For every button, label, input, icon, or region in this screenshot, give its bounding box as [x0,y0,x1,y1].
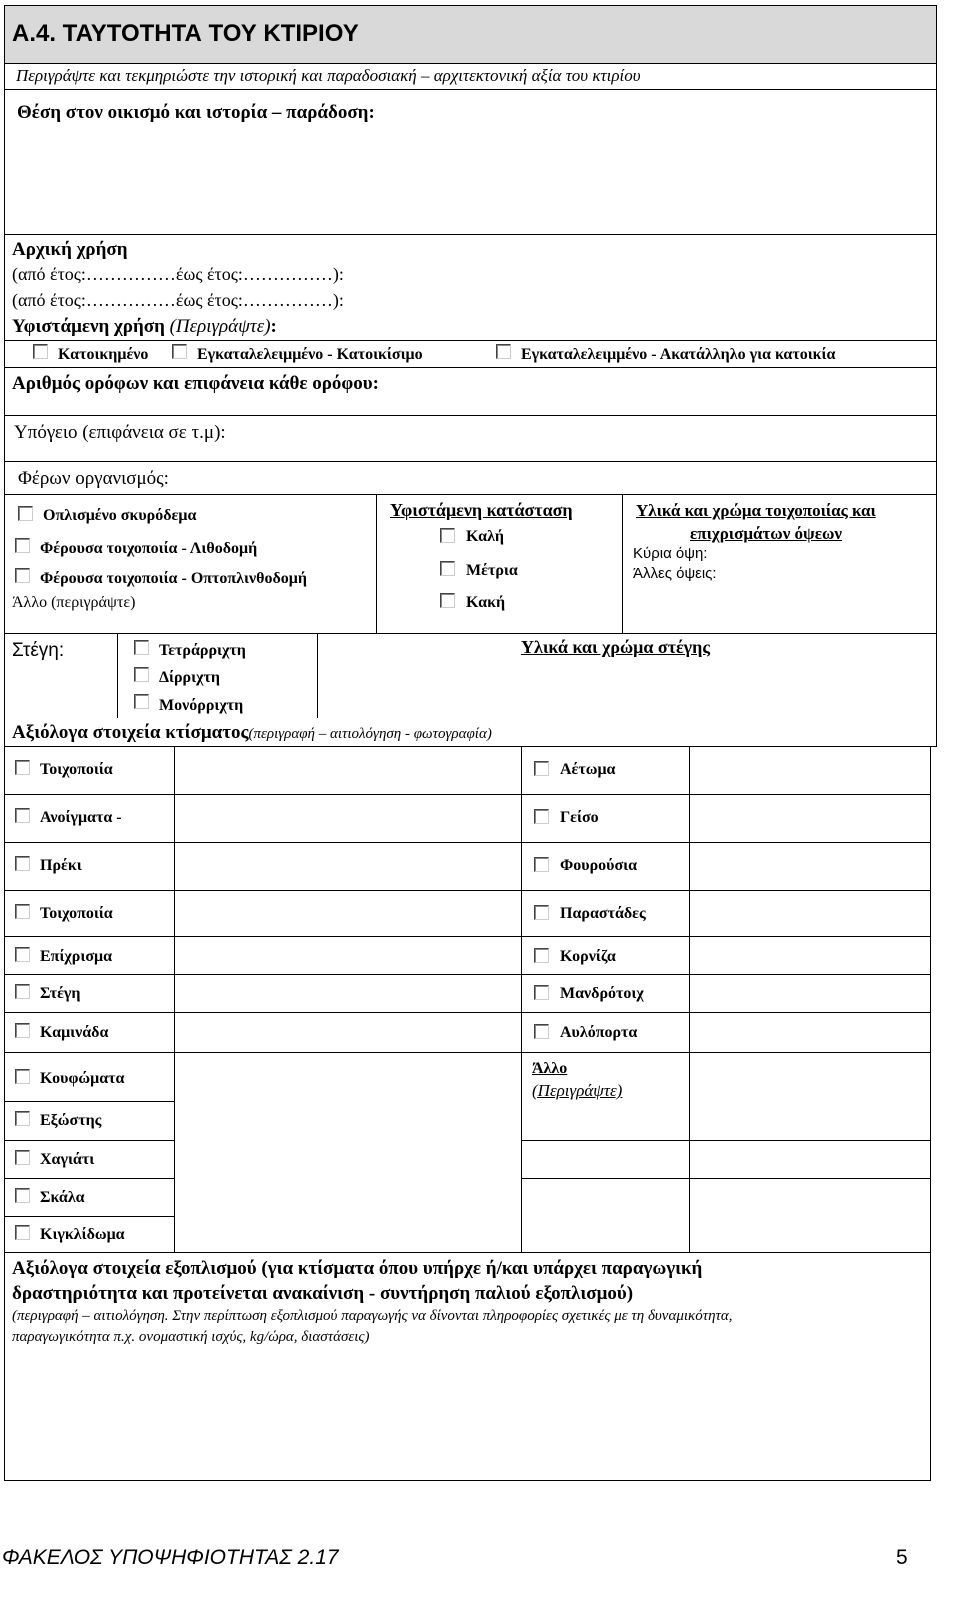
other-facades-label: Άλλες όψεις: [633,565,717,582]
original-use-line-2: (από έτος:……………έως έτος:……………): [12,290,344,310]
item-enclosure-wall: Μανδρότοιχ [560,985,644,1002]
roof-label: Στέγη: [12,640,65,661]
checkbox-wall[interactable] [15,760,30,775]
roof-lean-to: Μονόρριχτη [159,697,244,714]
condition-bad: Κακή [466,594,506,611]
original-use-line-1: (από έτος:……………έως έτος:……………): [12,264,344,284]
divider [4,1101,174,1102]
checkbox-render[interactable] [15,947,30,962]
item-other-label: Άλλο [532,1060,568,1077]
checkbox-lintel[interactable] [15,856,30,871]
option-abandoned-uninhabitable: Εγκαταλελειμμένο - Ακατάλληλο για κατοικία [521,346,836,363]
notable-elements-label [12,722,492,744]
divider [4,794,931,795]
divider [622,494,623,633]
divider [4,1178,174,1179]
item-yard-gate: Αυλόπορτα [560,1024,638,1041]
checkbox-openings[interactable] [15,808,30,823]
divider [4,367,937,368]
divider [4,746,5,1252]
checkbox-frames[interactable] [15,1069,30,1084]
roof-gable: Δίρριχτη [159,669,220,686]
divider [4,1216,174,1217]
divider [4,89,937,90]
divider [521,1178,931,1179]
divider [4,936,931,937]
main-facade-label: Κύρια όψη: [633,545,708,562]
page-subtitle: Περιγράψτε και τεκμηριώστε την ιστορική και παραδοσιακή – αρχιτεκτονική αξία του κτιρίου [16,66,641,85]
facade-materials-label-1: Υλικά και χρώμα τοιχοποιίας και [636,501,876,520]
checkbox-pilasters[interactable] [534,905,549,920]
checkbox-roof-lean-to[interactable] [134,694,149,709]
structure-option-stone: Φέρουσα τοιχοποιία - Λιθοδομή [40,540,258,557]
divider [4,494,937,495]
item-wall-2: Τοιχοποιία [40,905,113,922]
item-balcony: Εξώστης [40,1112,102,1129]
item-corbels: Φουρούσια [560,857,638,874]
item-pilasters: Παραστάδες [560,905,646,922]
structure-label: Φέρων οργανισμός: [18,468,169,489]
item-gallery: Χαγιάτι [40,1151,95,1168]
notable-elements-hint: (περιγραφή – αιτιολόγηση - φωτογραφία) [248,726,492,742]
divider [4,340,937,341]
item-frames: Κουφώματα [40,1070,125,1087]
divider [117,633,118,718]
item-other-hint: (Περιγράψτε) [532,1081,623,1100]
option-inhabited: Κατοικημένο [58,346,149,363]
item-eave: Γείσο [560,809,599,826]
divider [521,1140,931,1141]
condition-label: Υφιστάμενη κατάσταση [390,500,573,520]
item-openings: Ανοίγματα - [40,809,122,826]
checkbox-yard-gate[interactable] [534,1024,549,1039]
location-history-label: Θέση στον οικισμό και ιστορία – παράδοση: [17,102,375,123]
current-use-label [12,316,277,338]
checkbox-abandoned-habitable[interactable] [172,344,187,359]
divider [4,1052,931,1053]
checkbox-wall-2[interactable] [15,904,30,919]
structure-option-concrete: Οπλισμένο σκυρόδεμα [43,507,197,524]
condition-good: Καλή [466,528,505,545]
divider [930,746,931,1252]
item-roof: Στέγη [40,985,81,1002]
structure-option-brick: Φέρουσα τοιχοποιία - Οπτοπλινθοδομή [40,570,307,587]
divider [317,633,318,718]
item-pediment: Αέτωμα [560,761,616,778]
basement-label: Υπόγειο (επιφάνεια σε τ.μ): [14,422,226,443]
checkbox-stairs[interactable] [15,1188,30,1203]
equipment-label-2: δραστηριότητα και προτείνεται ανακαίνιση - συντήρηση παλιού εξοπλισμού) [12,1283,634,1304]
checkbox-railing[interactable] [15,1225,30,1240]
divider [4,415,937,416]
divider [689,746,690,1252]
frame-left [4,63,5,747]
checkbox-abandoned-uninhabitable[interactable] [496,344,511,359]
roof-materials-label: Υλικά και χρώμα στέγης [521,637,710,657]
notable-elements-label-text: Αξιόλογα στοιχεία κτίσματος [12,722,249,743]
checkbox-condition-good[interactable] [440,528,455,543]
divider [4,1012,931,1013]
footer-title: ΦΑΚΕΛΟΣ ΥΠΟΨΗΦΙΟΤΗΤΑΣ 2.17 [2,1546,339,1569]
checkbox-balcony[interactable] [15,1111,30,1126]
checkbox-roof-gable[interactable] [134,667,149,682]
current-use-colon: : [270,316,277,337]
divider [174,746,175,1252]
item-stairs: Σκάλα [40,1189,85,1206]
divider [4,746,937,747]
page-title: Α.4. ΤΑΥΤΟΤΗΤΑ ΤΟΥ ΚΤΙΡΙΟΥ [12,20,359,47]
checkbox-gallery[interactable] [15,1150,30,1165]
item-cornice: Κορνίζα [560,948,616,965]
checkbox-pediment[interactable] [534,761,549,776]
item-lintel: Πρέκι [40,857,82,874]
checkbox-brick-masonry[interactable] [15,568,30,583]
checkbox-stone-masonry[interactable] [15,538,30,553]
checkbox-corbels[interactable] [534,857,549,872]
divider [4,974,931,975]
checkbox-enclosure-wall[interactable] [534,985,549,1000]
checkbox-cornice[interactable] [534,948,549,963]
equipment-label-1: Αξιόλογα στοιχεία εξοπλισμού (για κτίσματα όπου υπήρχε ή/και υπάρχει παραγωγική [12,1258,703,1279]
checkbox-eave[interactable] [534,809,549,824]
checkbox-chimney[interactable] [15,1023,30,1038]
checkbox-condition-moderate[interactable] [440,561,455,576]
divider [4,461,937,462]
checkbox-inhabited[interactable] [33,344,48,359]
current-use-label-text: Υφιστάμενη χρήση [12,316,165,337]
divider [4,890,931,891]
item-chimney: Καμινάδα [40,1024,109,1041]
option-abandoned-habitable: Εγκαταλελειμμένο - Κατοικίσιμο [197,346,423,363]
current-use-hint: (Περιγράψτε) [169,316,271,337]
frame-right [936,63,937,747]
divider [4,234,937,235]
original-use-label: Αρχική χρήση [12,239,128,260]
item-railing: Κιγκλίδωμα [40,1226,125,1243]
checkbox-roof-element[interactable] [15,984,30,999]
divider [4,1140,174,1141]
divider [4,842,931,843]
equipment-hint-1: (περιγραφή – αιτιολόγηση. Στην περίπτωση εξοπλισμού παραγωγής να δίνονται πληροφορίες σχετικές με τη δυναμικότητα, [12,1308,733,1324]
facade-materials-label-2: επιχρισμάτων όψεων [690,524,843,543]
structure-other-label: Άλλο (περιγράψτε) [12,594,136,611]
checkbox-condition-bad[interactable] [440,593,455,608]
floors-label: Αριθμός ορόφων και επιφάνεια κάθε ορόφου: [12,373,379,394]
divider [4,633,937,634]
checkbox-reinforced-concrete[interactable] [18,506,33,521]
checkbox-roof-four-pitched[interactable] [134,640,149,655]
item-wall: Τοιχοποιία [40,761,113,778]
condition-moderate: Μέτρια [466,562,518,579]
item-render: Επίχρισμα [40,948,113,965]
divider [521,746,522,1252]
divider [376,494,377,633]
page-number: 5 [896,1546,908,1569]
roof-four-pitched: Τετράρριχτη [159,642,246,659]
equipment-hint-2: παραγωγικότητα π.χ. ονομαστική ισχύς, kg/ώρα, διαστάσεις) [12,1329,370,1345]
